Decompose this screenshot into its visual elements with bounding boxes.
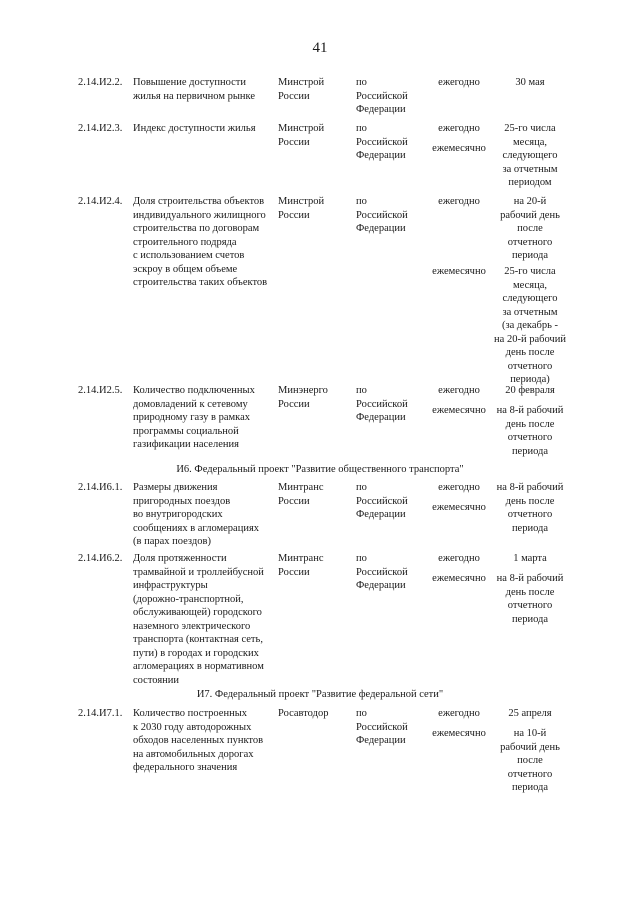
frequency-monthly: ежемесячно — [432, 266, 486, 277]
frequency-annual: ежегодно — [438, 385, 480, 396]
frequency-monthly: ежемесячно — [432, 728, 486, 739]
row-territory: по Российской Федерации — [356, 708, 408, 746]
deadline-annual: 25 апреля — [508, 708, 552, 719]
row-frequency — [428, 552, 490, 593]
frequency-monthly: ежемесячно — [432, 573, 486, 584]
row-organization: Минстрой России — [278, 123, 325, 148]
row-deadline — [490, 76, 570, 103]
row-code: 2.14.И6.2. — [78, 553, 123, 564]
row-indicator-name: Количество построенных к 2030 году автодорожных обходов населенных пунктов на автомобильных дорогах федерального значения — [133, 708, 264, 773]
deadline-monthly: 25-го числа месяца, следующего за отчетным периодом — [502, 123, 558, 188]
frequency-monthly: ежемесячно — [432, 143, 486, 154]
row-territory: по Российской Федерации — [356, 77, 408, 115]
row-indicator-name: Повышение доступности жилья на первичном рынке — [133, 77, 256, 102]
row-frequency — [428, 707, 490, 748]
row-deadline — [490, 384, 570, 457]
row-code: 2.14.И2.3. — [78, 123, 123, 134]
row-organization: Минстрой России — [278, 196, 325, 221]
row-indicator-name: Количество подключенных домовладений к сетевому природному газу в рамках программы социальной газификации населения — [133, 385, 255, 450]
row-territory: по Российской Федерации — [356, 482, 408, 520]
row-territory: по Российской Федерации — [356, 123, 408, 161]
row-frequency — [428, 122, 490, 163]
frequency-annual: ежегодно — [438, 708, 480, 719]
frequency-annual: ежегодно — [438, 123, 480, 134]
section-title: И6. Федеральный проект "Развитие общественного транспорта" — [176, 464, 464, 475]
deadline-monthly: на 8-й рабочий день после отчетного периода — [496, 573, 564, 625]
row-organization: Минтранс России — [278, 553, 324, 578]
deadline-monthly: на 8-й рабочий день после отчетного периода — [496, 405, 564, 457]
row-indicator-name: Индекс доступности жилья — [133, 123, 256, 134]
frequency-monthly: ежемесячно — [432, 405, 486, 416]
row-frequency — [428, 384, 490, 425]
row-code: 2.14.И2.5. — [78, 385, 123, 396]
row-territory: по Российской Федерации — [356, 553, 408, 591]
row-deadline — [490, 552, 570, 625]
row-organization: Минстрой России — [278, 77, 325, 102]
frequency-monthly: ежемесячно — [432, 502, 486, 513]
frequency-annual: ежегодно — [438, 77, 480, 88]
row-organization: Минэнерго России — [278, 385, 328, 410]
deadline-annual: на 20-й рабочий день после отчетного периода — [500, 196, 560, 261]
row-code: 2.14.И2.2. — [78, 77, 123, 88]
row-code: 2.14.И7.1. — [78, 708, 123, 719]
row-frequency — [428, 195, 490, 277]
row-deadline — [490, 195, 570, 385]
row-organization: Росавтодор — [278, 708, 329, 719]
deadline-annual: 30 мая — [515, 77, 545, 88]
frequency-annual: ежегодно — [438, 196, 480, 207]
row-indicator-name: Размеры движения пригородных поездов во внутригородских сообщениях в агломерациях (в парах поездов) — [133, 482, 260, 547]
row-indicator-name: Доля строительства объектов индивидуального жилищного строительства по договорам строительного подряда с использованием счетов эскроу в общем объеме строительства таких объектов — [133, 196, 268, 288]
row-indicator-name: Доля протяженности трамвайной и троллейбусной инфраструктуры (дорожно-транспортной, обслуживающей) городского наземного электрического транспорта (контактная сеть, пути) в городах и городских агломерациях в нормативном состоянии — [133, 553, 264, 686]
row-territory: по Российской Федерации — [356, 385, 408, 423]
row-deadline — [490, 122, 570, 188]
deadline-monthly: на 8-й рабочий день после отчетного периода — [496, 482, 564, 534]
deadline-monthly: 25-го числа месяца, следующего за отчетным (за декабрь - на 20-й рабочий день после отчетного периода) — [494, 266, 566, 385]
row-territory: по Российской Федерации — [356, 196, 408, 234]
row-frequency — [428, 481, 490, 522]
deadline-monthly: на 10-й рабочий день после отчетного периода — [500, 728, 560, 793]
frequency-annual: ежегодно — [438, 553, 480, 564]
frequency-annual: ежегодно — [438, 482, 480, 493]
row-deadline — [490, 481, 570, 534]
page-number: 41 — [312, 40, 328, 56]
row-code: 2.14.И2.4. — [78, 196, 123, 207]
row-deadline — [490, 707, 570, 793]
deadline-annual: 1 марта — [513, 553, 547, 564]
row-code: 2.14.И6.1. — [78, 482, 123, 493]
deadline-annual: 20 февраля — [505, 385, 555, 396]
section-title: И7. Федеральный проект "Развитие федеральной сети" — [196, 689, 444, 700]
row-frequency — [428, 76, 490, 103]
row-organization: Минтранс России — [278, 482, 324, 507]
